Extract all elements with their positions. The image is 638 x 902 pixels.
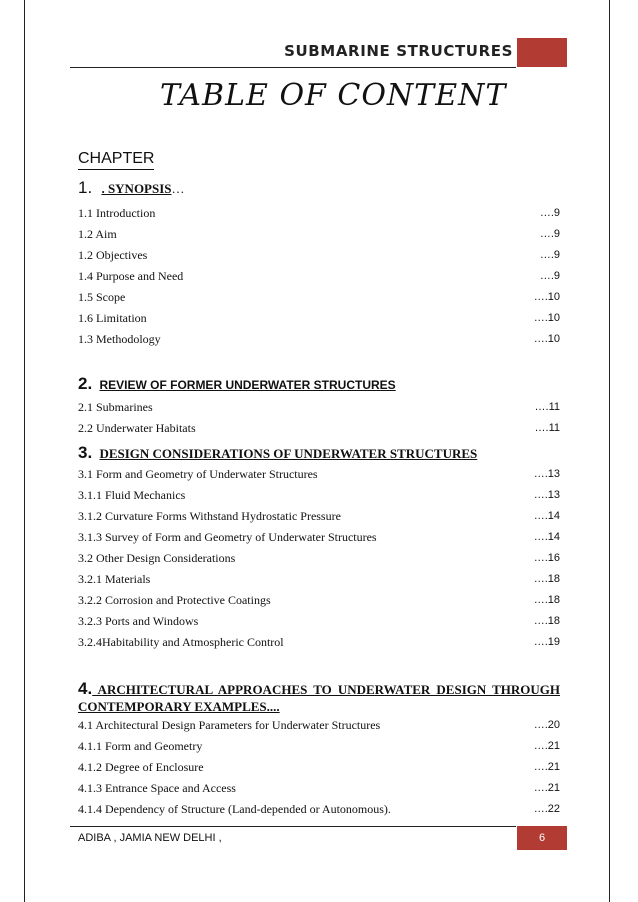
section-heading-2 (78, 374, 560, 394)
toc-entry[interactable] (78, 466, 560, 482)
entry-label: 1.4 Purpose and Need (78, 269, 184, 283)
entry-label: 3.1 Form and Geometry of Underwater Structures (78, 467, 318, 481)
toc-entry[interactable] (78, 717, 560, 733)
entry-page: ….18 (533, 573, 560, 585)
entry-page: ….20 (533, 719, 560, 731)
section-number: 1. (78, 178, 93, 197)
entry-label: 3.1.2 Curvature Forms Withstand Hydrostatic Pressure (78, 509, 341, 523)
section-title-suffix: … (171, 181, 185, 196)
entry-page: ….18 (533, 615, 560, 627)
entry-page: ….11 (534, 401, 560, 413)
entry-page: ….16 (533, 552, 560, 564)
entry-page: ….9 (539, 270, 560, 282)
entry-label: 3.2.1 Materials (78, 572, 151, 586)
toc-entry[interactable] (78, 289, 560, 305)
section-number: 3. (78, 443, 93, 462)
entry-label: 3.1.1 Fluid Mechanics (78, 488, 186, 502)
entry-label: 4.1.1 Form and Geometry (78, 739, 203, 753)
entry-label: 3.2.2 Corrosion and Protective Coatings (78, 593, 271, 607)
entry-label: 2.1 Submarines (78, 400, 153, 414)
entry-label: 1.2 Objectives (78, 248, 148, 262)
entry-label: 4.1 Architectural Design Parameters for Underwater Structures (78, 718, 381, 732)
entry-page: ….10 (533, 291, 560, 303)
entry-label: 3.2.4Habitability and Atmospheric Control (78, 635, 284, 649)
entry-label: 1.3 Methodology (78, 332, 161, 346)
entry-page: ….13 (533, 468, 560, 480)
section-heading-1 (78, 178, 560, 198)
entry-label: 1.1 Introduction (78, 206, 156, 220)
toc-entry[interactable] (78, 268, 560, 284)
entry-page: ….21 (533, 782, 560, 794)
toc-entry[interactable] (78, 508, 560, 524)
toc-entry[interactable] (78, 738, 560, 754)
entry-page: ….9 (539, 207, 560, 219)
entry-page: ….14 (533, 510, 560, 522)
toc-entry[interactable] (78, 205, 560, 221)
entry-page: ….9 (539, 228, 560, 240)
entry-page: ….14 (533, 531, 560, 543)
toc-entry[interactable] (78, 801, 560, 817)
entry-page: ….13 (533, 489, 560, 501)
section-heading-4 (78, 680, 560, 715)
section-heading-3 (78, 443, 560, 463)
entry-page: ….21 (533, 740, 560, 752)
entry-page: ….22 (533, 803, 560, 815)
section-number: 2. (78, 374, 93, 393)
entry-page: ….10 (533, 333, 560, 345)
entry-page: ….18 (533, 594, 560, 606)
entry-page: ….10 (533, 312, 560, 324)
entry-label: 4.1.4 Dependency of Structure (Land-depended or Autonomous). (78, 802, 391, 816)
toc-entry[interactable] (78, 226, 560, 242)
toc-entry[interactable] (78, 310, 560, 326)
header-rule (70, 67, 516, 68)
entry-label: 3.2 Other Design Considerations (78, 551, 236, 565)
footer-page-number: 6 (517, 826, 567, 850)
section-title: REVIEW OF FORMER UNDERWATER STRUCTURES (99, 378, 396, 392)
entry-label: 4.1.2 Degree of Enclosure (78, 760, 204, 774)
toc-entry[interactable] (78, 247, 560, 263)
entry-page: ….21 (533, 761, 560, 773)
section-title: . SYNOPSIS (101, 181, 172, 196)
section-title: ARCHITECTURAL APPROACHES TO UNDERWATER DESIGN THROUGH CONTEMPORARY EXAMPLES.... (78, 682, 560, 714)
running-header-title: SUBMARINE STRUCTURES (284, 42, 513, 60)
entry-label: 4.1.3 Entrance Space and Access (78, 781, 236, 795)
entry-label: 1.2 Aim (78, 227, 117, 241)
entry-label: 3.1.3 Survey of Form and Geometry of Underwater Structures (78, 530, 377, 544)
header-accent-box (517, 38, 567, 67)
toc-entry[interactable] (78, 571, 560, 587)
entry-label: 2.2 Underwater Habitats (78, 421, 196, 435)
entry-page: ….19 (533, 636, 560, 648)
toc-entry[interactable] (78, 487, 560, 503)
toc-entry[interactable] (78, 550, 560, 566)
toc-entry[interactable] (78, 759, 560, 775)
entry-label: 3.2.3 Ports and Windows (78, 614, 199, 628)
section-number: 4. (78, 679, 93, 698)
entry-page: ….9 (539, 249, 560, 261)
toc-title: TABLE OF CONTENT (160, 78, 507, 113)
entry-page: ….11 (534, 422, 560, 434)
toc-entry[interactable] (78, 399, 560, 415)
toc-entry[interactable] (78, 420, 560, 436)
toc-entry[interactable] (78, 780, 560, 796)
chapter-label: CHAPTER (78, 150, 154, 170)
toc-entry[interactable] (78, 634, 560, 650)
footer-author: ADIBA , JAMIA NEW DELHI , (78, 832, 222, 844)
entry-label: 1.5 Scope (78, 290, 126, 304)
toc-entry[interactable] (78, 592, 560, 608)
section-title: DESIGN CONSIDERATIONS OF UNDERWATER STRUCTURES (99, 446, 478, 461)
toc-entry[interactable] (78, 613, 560, 629)
entry-label: 1.6 Limitation (78, 311, 147, 325)
toc-entry[interactable] (78, 529, 560, 545)
toc-entry[interactable] (78, 331, 560, 347)
footer-rule (70, 826, 516, 827)
